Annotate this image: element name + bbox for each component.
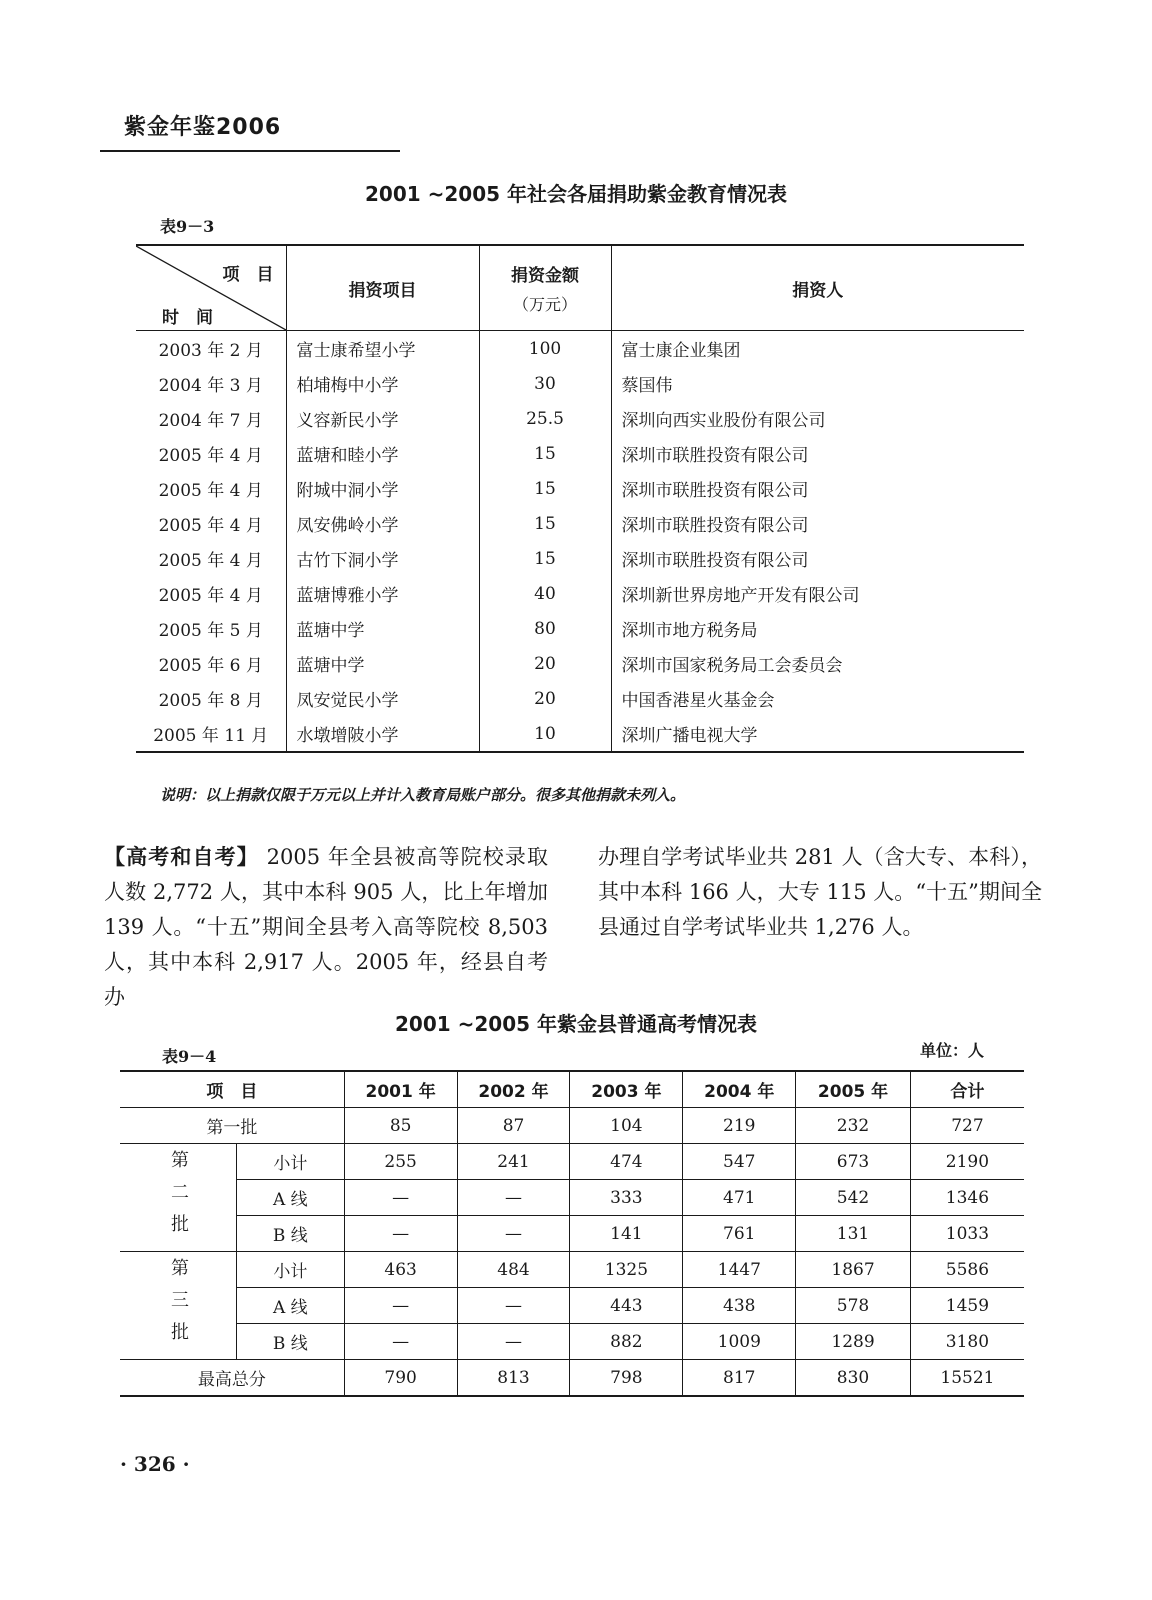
project-cell: 蓝塘中学 [286, 646, 479, 681]
project-cell: 蓝塘中学 [286, 611, 479, 646]
table-header-row [136, 245, 1024, 331]
value-cell: 104 [570, 1108, 683, 1144]
header-2002: 2002 年 [457, 1071, 570, 1108]
donor-cell: 深圳市联胜投资有限公司 [621, 446, 809, 466]
value-cell: 882 [570, 1324, 683, 1360]
project-cell: 古竹下洞小学 [286, 541, 479, 576]
value-cell: 443 [570, 1288, 683, 1324]
header-amount [479, 245, 611, 331]
value-cell: 813 [457, 1360, 570, 1397]
diag-label-time: 时 间 [162, 308, 213, 328]
project-cell: 附城中洞小学 [286, 471, 479, 506]
value-cell: 141 [570, 1216, 683, 1252]
amount-cell: 30 [479, 366, 611, 401]
table-row [136, 436, 1024, 471]
row-label: A 线 [237, 1180, 345, 1216]
value-cell: — [344, 1216, 457, 1252]
header-2003: 2003 年 [570, 1071, 683, 1108]
donor-cell: 深圳向西实业股份有限公司 [621, 411, 826, 431]
donor-cell: 深圳市国家税务局工会委员会 [621, 656, 843, 676]
section-lead: 【高考和自考】 [104, 845, 259, 869]
table-row [136, 366, 1024, 401]
value-cell: 578 [796, 1288, 911, 1324]
value-cell: 761 [683, 1216, 796, 1252]
value-cell: 333 [570, 1180, 683, 1216]
table-row [136, 646, 1024, 681]
header-item: 项 目 [120, 1071, 344, 1108]
donor-cell: 深圳市联胜投资有限公司 [621, 481, 809, 501]
amount-cell: 20 [479, 681, 611, 716]
table-row [136, 506, 1024, 541]
diag-label-item: 项 目 [222, 265, 274, 285]
value-cell: 87 [457, 1108, 570, 1144]
table-row [120, 1216, 1024, 1252]
table1-title: 2001 ~2005 年社会各届捐助紫金教育情况表 [364, 182, 787, 206]
project-cell: 水墩增陂小学 [286, 716, 479, 752]
diagonal-header-cell [136, 245, 286, 331]
table-row [136, 681, 1024, 716]
table2-code: 表9－4 [162, 1047, 217, 1066]
project-cell: 凤安觉民小学 [286, 681, 479, 716]
table-row [136, 576, 1024, 611]
gaokao-table [120, 1070, 1024, 1397]
table-row [136, 471, 1024, 506]
table-row [136, 401, 1024, 436]
value-cell: 232 [796, 1108, 911, 1144]
header-donor: 捐资人 [611, 245, 1024, 331]
table-row [136, 541, 1024, 576]
date-cell: 2005 年 4 月 [136, 541, 286, 576]
table-row [120, 1324, 1024, 1360]
value-cell: 790 [344, 1360, 457, 1397]
value-cell: 5586 [910, 1252, 1024, 1288]
table-row [120, 1108, 1024, 1144]
row-label: B 线 [237, 1324, 345, 1360]
header-total: 合计 [910, 1071, 1024, 1108]
date-cell: 2003 年 2 月 [136, 331, 286, 367]
project-cell: 蓝塘和睦小学 [286, 436, 479, 471]
row-label: B 线 [237, 1216, 345, 1252]
value-cell: 1289 [796, 1324, 911, 1360]
body-paragraph-col2: 办理自学考试毕业共 281 人（含大专、本科），其中本科 166 人，大专 115 人。“十五”期间全县通过自学考试毕业共 1,276 人。 [598, 845, 1042, 939]
header-amount-label: 捐资金额 [511, 266, 579, 286]
header-2004: 2004 年 [683, 1071, 796, 1108]
value-cell: 727 [910, 1108, 1024, 1144]
value-cell: 1459 [910, 1288, 1024, 1324]
row-label: 最高总分 [120, 1360, 344, 1397]
table-row [120, 1252, 1024, 1288]
table-header-row [120, 1071, 1024, 1108]
row-label: 小计 [237, 1144, 345, 1180]
value-cell: 85 [344, 1108, 457, 1144]
table-row [120, 1288, 1024, 1324]
value-cell: 131 [796, 1216, 911, 1252]
amount-cell: 80 [479, 611, 611, 646]
table-row [120, 1360, 1024, 1397]
table2-unit: 单位：人 [920, 1041, 985, 1060]
value-cell: 673 [796, 1144, 911, 1180]
amount-cell: 15 [479, 436, 611, 471]
value-cell: 241 [457, 1144, 570, 1180]
value-cell: 817 [683, 1360, 796, 1397]
value-cell: 255 [344, 1144, 457, 1180]
date-cell: 2004 年 3 月 [136, 366, 286, 401]
amount-cell: 15 [479, 541, 611, 576]
donor-cell: 深圳市联胜投资有限公司 [621, 551, 809, 571]
date-cell: 2004 年 7 月 [136, 401, 286, 436]
value-cell: 1346 [910, 1180, 1024, 1216]
date-cell: 2005 年 4 月 [136, 436, 286, 471]
table1-code: 表9－3 [160, 217, 215, 236]
table1-note: 说明：以上捐款仅限于万元以上并计入教育局账户部分。很多其他捐款未列入。 [160, 786, 686, 804]
value-cell: 463 [344, 1252, 457, 1288]
project-cell: 蓝塘博雅小学 [286, 576, 479, 611]
amount-cell: 15 [479, 506, 611, 541]
donor-cell: 深圳新世界房地产开发有限公司 [621, 586, 860, 606]
value-cell: 471 [683, 1180, 796, 1216]
row-label: 第一批 [120, 1108, 344, 1144]
header-project: 捐资项目 [286, 245, 479, 331]
value-cell: 830 [796, 1360, 911, 1397]
donor-cell: 深圳市联胜投资有限公司 [621, 516, 809, 536]
value-cell: 798 [570, 1360, 683, 1397]
table-row [136, 331, 1024, 367]
donor-cell: 富士康企业集团 [621, 341, 741, 361]
value-cell: — [457, 1324, 570, 1360]
value-cell: 1447 [683, 1252, 796, 1288]
date-cell: 2005 年 6 月 [136, 646, 286, 681]
value-cell: 438 [683, 1288, 796, 1324]
header-2005: 2005 年 [796, 1071, 911, 1108]
book-title: 紫金年鉴2006 [124, 115, 282, 140]
value-cell: 542 [796, 1180, 911, 1216]
table-row [120, 1180, 1024, 1216]
amount-cell: 20 [479, 646, 611, 681]
row-label: A 线 [237, 1288, 345, 1324]
value-cell: 1033 [910, 1216, 1024, 1252]
project-cell: 凤安佛岭小学 [286, 506, 479, 541]
value-cell: — [457, 1180, 570, 1216]
date-cell: 2005 年 4 月 [136, 471, 286, 506]
value-cell: — [457, 1216, 570, 1252]
project-cell: 富士康希望小学 [286, 331, 479, 367]
date-cell: 2005 年 8 月 [136, 681, 286, 716]
amount-cell: 100 [479, 331, 611, 367]
table2-title: 2001 ~2005 年紫金县普通高考情况表 [394, 1012, 757, 1036]
amount-cell: 25.5 [479, 401, 611, 436]
value-cell: — [344, 1324, 457, 1360]
batch-group-label: 第二批 [120, 1144, 237, 1252]
page-number: · 326 · [120, 1452, 190, 1476]
body-text-col1: 2005 年全县被高等院校录取人数 2,772 人，其中本科 905 人，比上年增加 139 人。“十五”期间全县考入高等院校 8,503 人，其中本科 2,917 人。2005 年，经县自考办 [104, 845, 548, 1009]
header-rule [100, 150, 400, 152]
date-cell: 2005 年 5 月 [136, 611, 286, 646]
value-cell: 219 [683, 1108, 796, 1144]
donation-table [136, 244, 1024, 753]
table-row [136, 716, 1024, 752]
value-cell: 474 [570, 1144, 683, 1180]
table-row [136, 611, 1024, 646]
value-cell: 484 [457, 1252, 570, 1288]
date-cell: 2005 年 11 月 [136, 716, 286, 752]
value-cell: — [344, 1180, 457, 1216]
amount-cell: 15 [479, 471, 611, 506]
value-cell: 3180 [910, 1324, 1024, 1360]
donor-cell: 深圳广播电视大学 [621, 726, 758, 746]
header-2001: 2001 年 [344, 1071, 457, 1108]
project-cell: 义容新民小学 [286, 401, 479, 436]
value-cell: 547 [683, 1144, 796, 1180]
body-paragraph-col1 [104, 840, 548, 1015]
value-cell: — [457, 1288, 570, 1324]
row-label: 小计 [237, 1252, 345, 1288]
amount-cell: 10 [479, 716, 611, 752]
batch-group-label: 第三批 [120, 1252, 237, 1360]
donor-cell: 深圳市地方税务局 [621, 621, 758, 641]
value-cell: 1325 [570, 1252, 683, 1288]
date-cell: 2005 年 4 月 [136, 506, 286, 541]
date-cell: 2005 年 4 月 [136, 576, 286, 611]
table-row [120, 1144, 1024, 1180]
value-cell: — [344, 1288, 457, 1324]
value-cell: 2190 [910, 1144, 1024, 1180]
value-cell: 1867 [796, 1252, 911, 1288]
donor-cell: 中国香港星火基金会 [621, 691, 775, 711]
amount-cell: 40 [479, 576, 611, 611]
project-cell: 柏埔梅中小学 [286, 366, 479, 401]
value-cell: 15521 [940, 1367, 995, 1388]
donor-cell: 蔡国伟 [621, 376, 673, 396]
header-amount-unit: （万元） [512, 295, 577, 314]
value-cell: 1009 [683, 1324, 796, 1360]
